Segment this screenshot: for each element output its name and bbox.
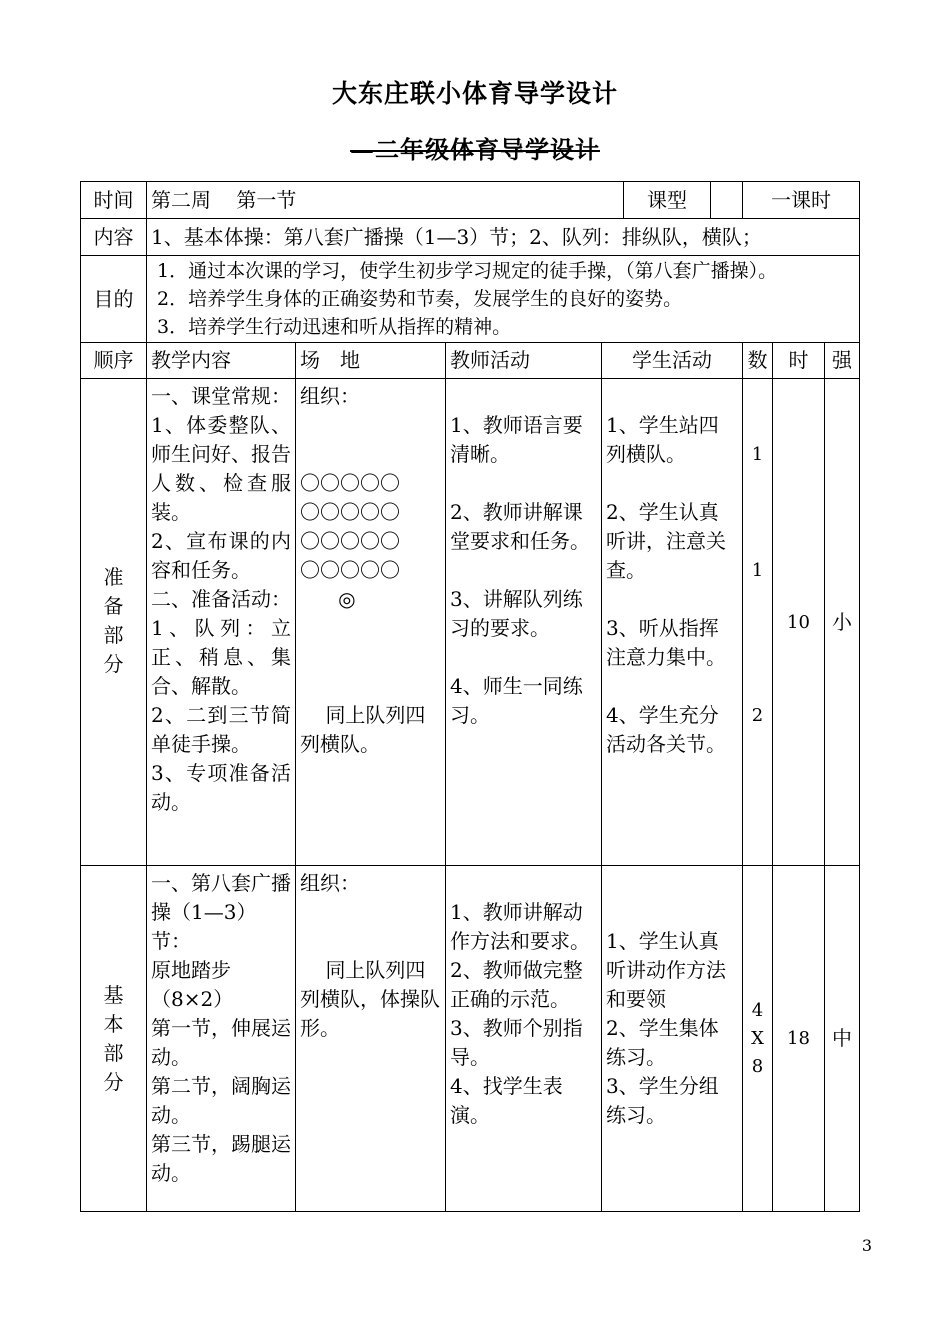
subtitle-text: —二年级体育导学设计 bbox=[350, 136, 600, 164]
time-value: 第二周 第一节 bbox=[147, 182, 743, 219]
section-content: 一、课堂常规： 1、体委整队、师生问好、报告人数、检查服装。 2、宣布课的内容和任务。 二、准备活动： 1、队列：立正、稍息、集合、解散。 2、二到三节简单徒手操。 3、专项准备活动。 bbox=[147, 379, 296, 866]
section-count: 4 X 8 bbox=[743, 866, 773, 1212]
document-subtitle bbox=[0, 130, 950, 165]
type-value: 一课时 bbox=[771, 187, 831, 212]
column-header-row bbox=[81, 343, 860, 379]
col-time: 时 bbox=[773, 343, 825, 379]
goal-item: 3．培养学生行动迅速和听从指挥的精神。 bbox=[157, 316, 512, 338]
section-label bbox=[81, 379, 147, 866]
lesson-plan-table bbox=[80, 181, 860, 1212]
col-teacher-activity: 教师活动 bbox=[446, 343, 602, 379]
type-label: 课型 bbox=[623, 182, 711, 218]
goal-list bbox=[147, 256, 860, 343]
time-label: 时间 bbox=[81, 182, 147, 219]
col-student-activity: 学生活动 bbox=[602, 343, 743, 379]
section-venue: 组织： 〇〇〇〇〇 〇〇〇〇〇 〇〇〇〇〇 〇〇〇〇〇 ◎ 同上队列四列横队。 bbox=[296, 379, 446, 866]
section-time: 18 bbox=[773, 866, 825, 1212]
section-label-text: 基本部分 bbox=[103, 982, 124, 1094]
type-cell bbox=[647, 182, 860, 219]
goal-row bbox=[81, 256, 860, 343]
section-intensity: 小 bbox=[825, 379, 860, 866]
section-row-preparation bbox=[81, 379, 860, 866]
section-label-text: 准备部分 bbox=[103, 564, 124, 676]
section-content: 一、第八套广播操（1—3）节： 原地踏步（8×2） 第一节，伸展运动。 第二节，阔胸运动。 第三节，踢腿运动。 bbox=[147, 866, 296, 1212]
col-order: 顺序 bbox=[81, 343, 147, 379]
section-student-activity: 1、学生认真听讲动作方法和要领 2、学生集体练习。 3、学生分组练习。 bbox=[602, 866, 743, 1212]
document-title: 大东庄联小体育导学设计 bbox=[331, 79, 618, 108]
section-count: 1 1 2 bbox=[743, 379, 773, 866]
section-label bbox=[81, 866, 147, 1212]
content-label: 内容 bbox=[81, 219, 147, 256]
col-venue: 场 地 bbox=[296, 343, 446, 379]
section-teacher-activity: 1、教师语言要清晰。 2、教师讲解课堂要求和任务。 3、讲解队列练习的要求。 4、师生一同练习。 bbox=[446, 379, 602, 866]
section-teacher-activity: 1、教师讲解动作方法和要求。 2、教师做完整正确的示范。 3、教师个别指导。 4、找学生表演。 bbox=[446, 866, 602, 1212]
col-teaching-content: 教学内容 bbox=[147, 343, 296, 379]
goal-item: 2．培养学生身体的正确姿势和节奏，发展学生的良好的姿势。 bbox=[157, 288, 683, 310]
section-student-activity: 1、学生站四列横队。 2、学生认真听讲，注意关查。 3、听从指挥注意力集中。 4、学生充分活动各关节。 bbox=[602, 379, 743, 866]
content-row bbox=[81, 219, 860, 256]
page-number: 3 bbox=[861, 1236, 872, 1255]
time-row bbox=[81, 182, 860, 219]
col-intensity: 强 bbox=[825, 343, 860, 379]
section-venue: 组织： 同上队列四列横队，体操队形。 bbox=[296, 866, 446, 1212]
section-intensity: 中 bbox=[825, 866, 860, 1212]
section-time: 10 bbox=[773, 379, 825, 866]
content-value: 1、基本体操：第八套广播操（1—3）节；2、队列：排纵队，横队； bbox=[147, 219, 860, 256]
goal-label: 目的 bbox=[81, 256, 147, 343]
col-count: 数 bbox=[743, 343, 773, 379]
section-row-basic bbox=[81, 866, 860, 1212]
goal-item: 1．通过本次课的学习，使学生初步学习规定的徒手操，（第八套广播操）。 bbox=[157, 260, 778, 282]
